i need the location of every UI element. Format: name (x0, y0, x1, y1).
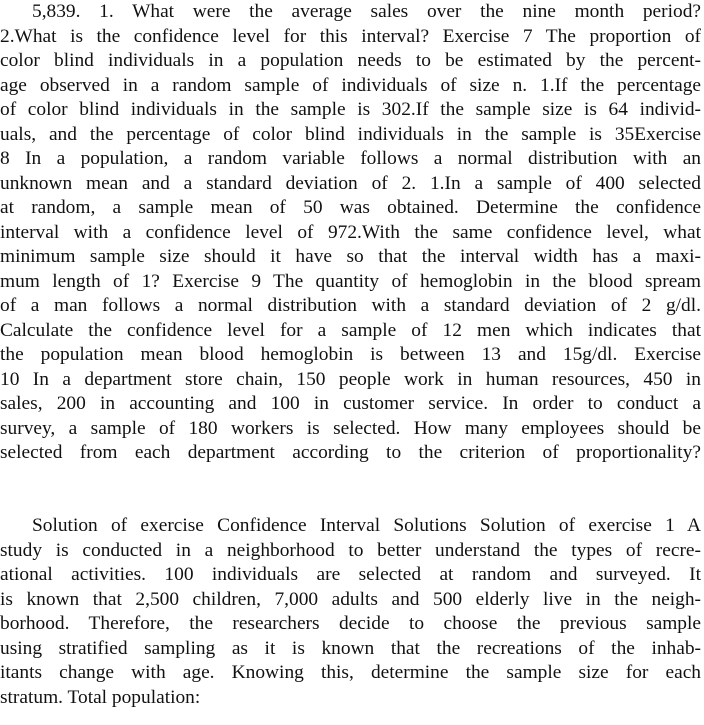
text-line: itants change with age. Knowing this, determine the sample size for each (0, 662, 701, 683)
text-line: 10 In a department store chain, 150 people work in human resources, 450 in (0, 368, 701, 390)
text-line: sales, 200 in accounting and 100 in customer service. In order to conduct a (0, 393, 701, 414)
text-line: at random, a sample mean of 50 was obtained. Determine the confidence (0, 197, 701, 218)
text-line: interval with a confidence level of 972.With the same confidence level, what (0, 221, 701, 243)
text-line: borhood. Therefore, the researchers decide to choose the previous sample (0, 613, 701, 634)
text-line: selected from each department according to the criterion of proportionality? (0, 442, 701, 463)
text-line: minimum sample size should it have so that the interval width has a maxi- (0, 246, 701, 267)
text-line: study is conducted in a neighborhood to better understand the types of recre- (0, 539, 701, 561)
text-line: the population mean blood hemoglobin is between 13 and 15g/dl. Exercise (0, 344, 701, 365)
text-line: unknown mean and a standard deviation of 2. 1.In a sample of 400 selected (0, 172, 701, 194)
text-line: stratum. Total population: (0, 686, 201, 708)
text-line: Calculate the confidence level for a sample of 12 men which indicates that (0, 319, 701, 341)
text-line: survey, a sample of 180 workers is selected. How many employees should be (0, 417, 701, 439)
text-line: uals, and the percentage of color blind individuals in the sample is 35Exercise (0, 123, 701, 145)
text-line: 5,839. 1. What were the average sales over the nine month period? (32, 1, 701, 22)
text-line: 2.What is the confidence level for this interval? Exercise 7 The proportion of (0, 25, 701, 47)
text-line: is known that 2,500 children, 7,000 adults and 500 elderly live in the neigh- (0, 588, 701, 610)
text-line: color blind individuals in a population needs to be estimated by the percent- (0, 50, 701, 71)
text-line: Solution of exercise Confidence Interval Solutions Solution of exercise 1 A (32, 515, 701, 536)
text-line: of color blind individuals in the sample is 302.If the sample size is 64 individ- (0, 99, 701, 120)
text-line: 8 In a population, a random variable follows a normal distribution with an (0, 148, 701, 169)
text-line: ational activities. 100 individuals are selected at random and surveyed. It (0, 564, 701, 585)
text-line: of a man follows a normal distribution with a standard deviation of 2 g/dl. (0, 295, 701, 316)
text-line: age observed in a random sample of individuals of size n. 1.If the percentage (0, 74, 701, 96)
text-line: using stratified sampling as it is known that the recreations of the inhab- (0, 637, 701, 659)
text-line: mum length of 1? Exercise 9 The quantity of hemoglobin in the blood spream (0, 270, 701, 292)
